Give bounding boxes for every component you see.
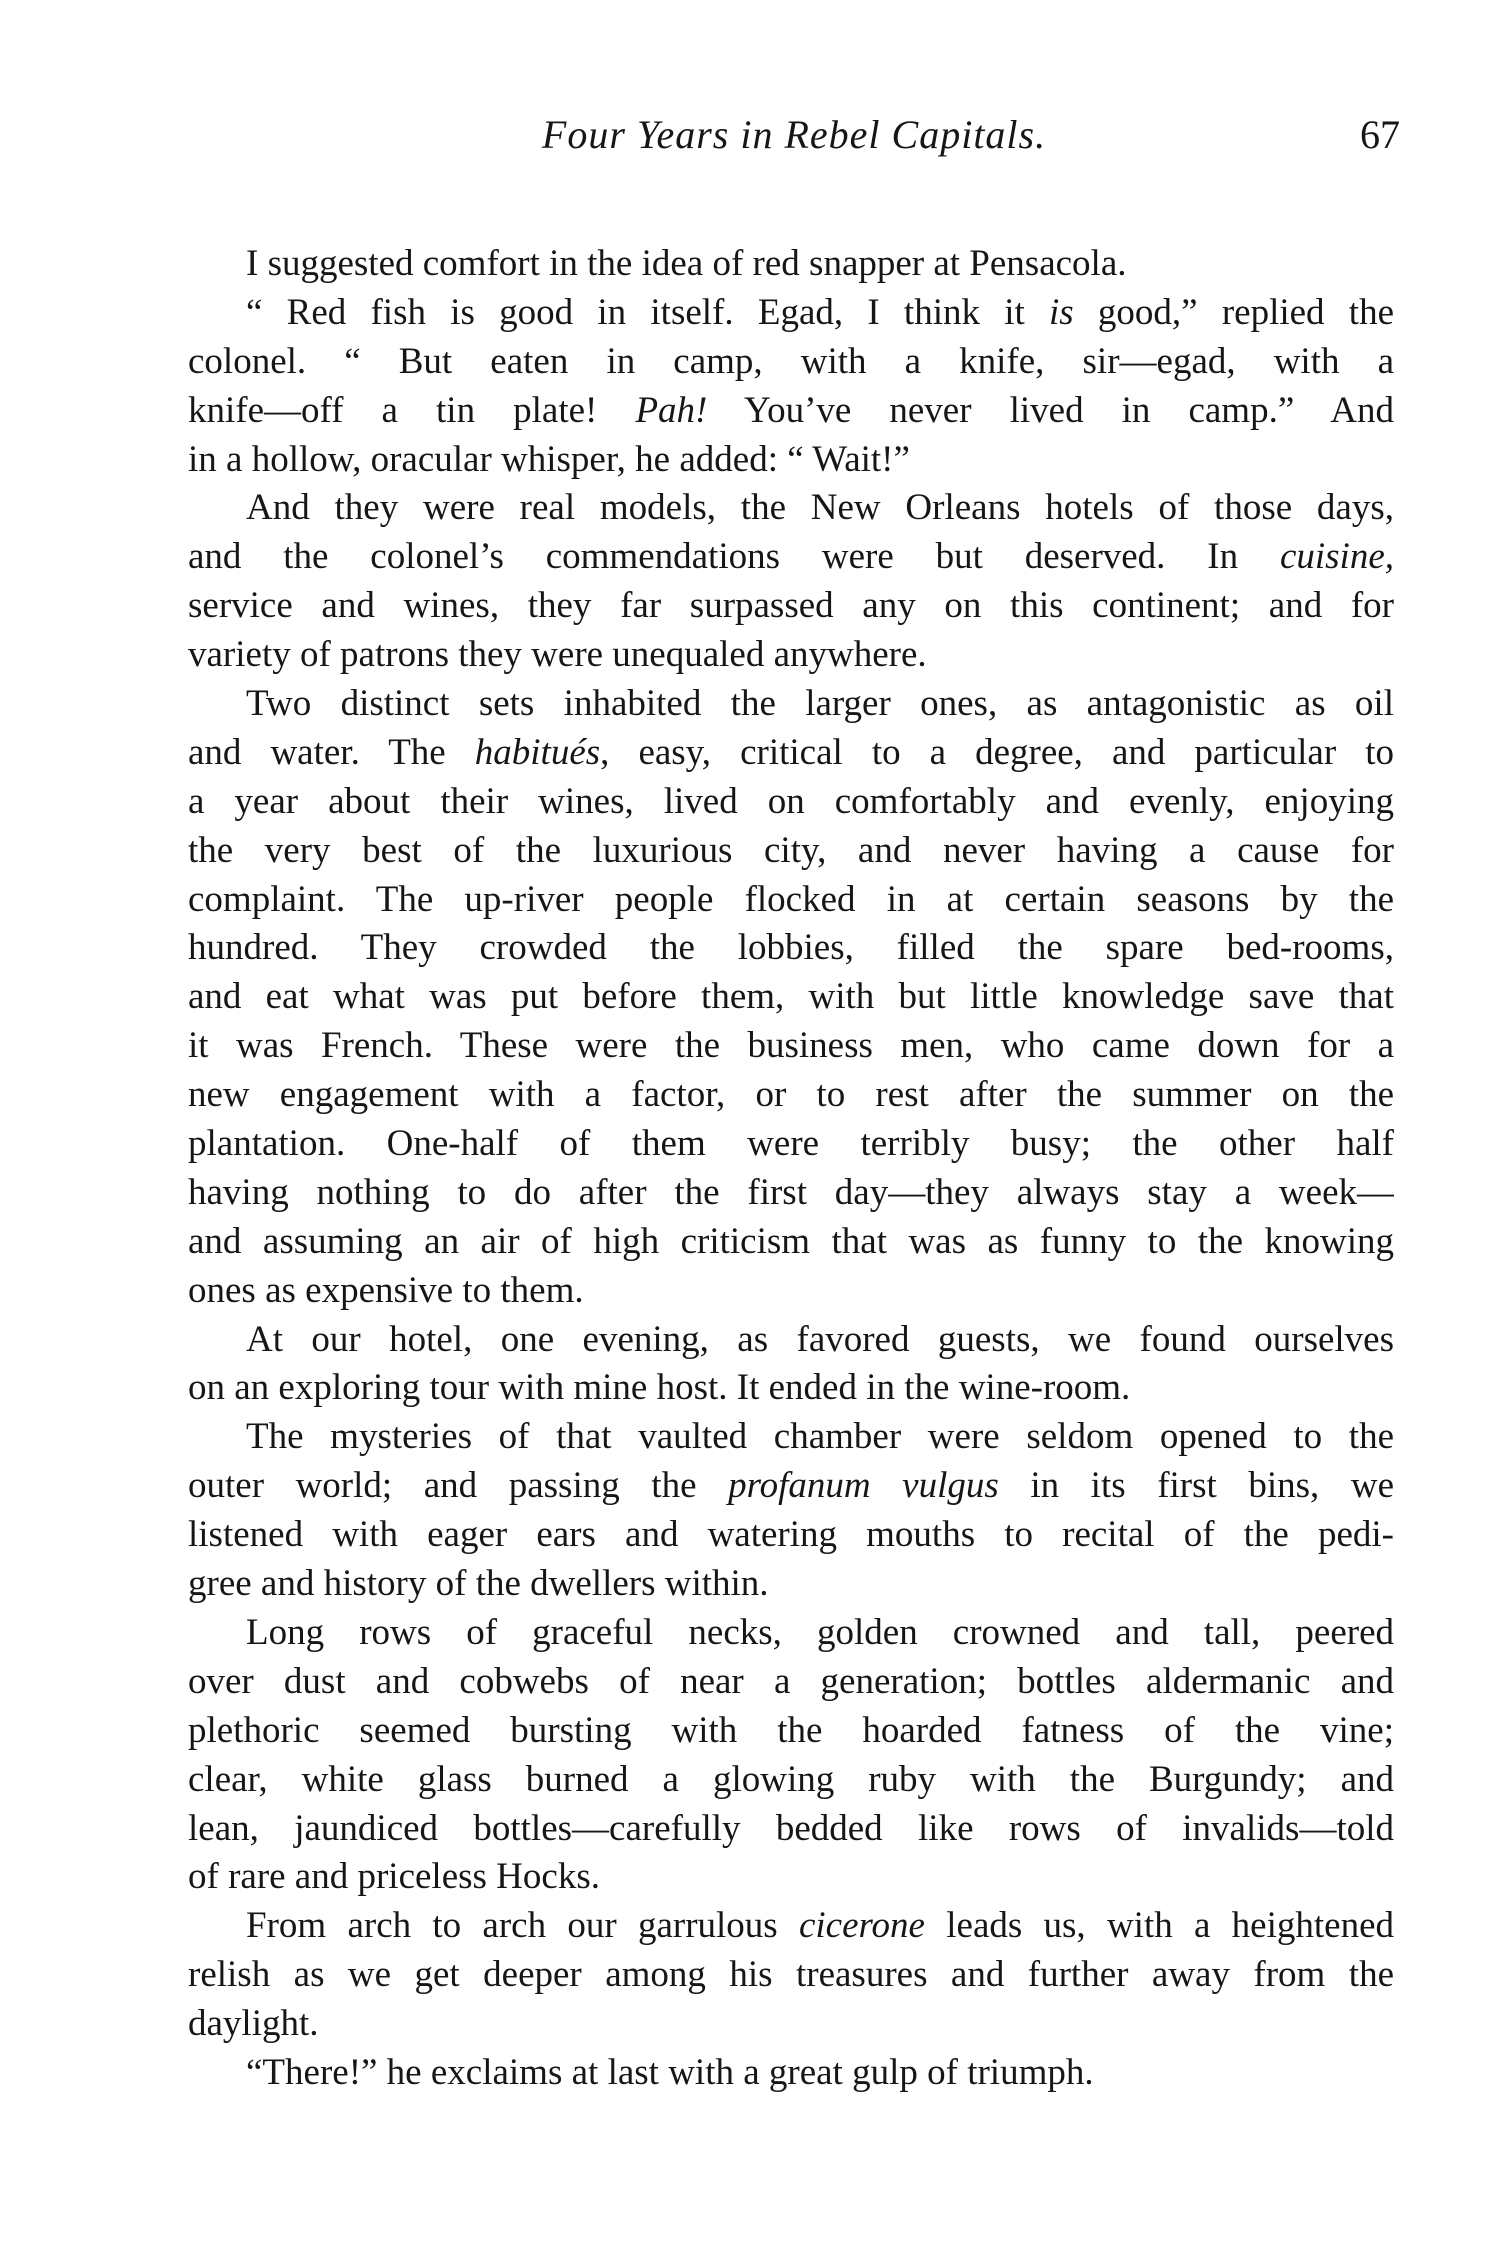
text-line	[188, 1805, 1394, 1854]
text-segment: relish as we get deeper among his treasures and further away from the	[188, 1954, 1394, 1996]
running-header	[188, 108, 1400, 162]
text-line	[188, 1756, 1394, 1805]
text-line	[188, 533, 1394, 582]
text-line	[188, 1853, 1394, 1902]
text-line	[188, 1413, 1394, 1462]
page-number: 67	[1360, 112, 1400, 157]
text-line	[188, 582, 1394, 631]
text-segment: ones as expensive to them.	[188, 1269, 584, 1311]
text-line	[188, 973, 1394, 1022]
text-line	[188, 484, 1394, 533]
text-segment: complaint. The up-river people flocked in at certain seasons by the	[188, 878, 1394, 920]
text-segment: the very best of the luxurious city, and never having a cause for	[188, 829, 1394, 871]
text-segment: and eat what was put before them, with but little knowledge save that	[188, 976, 1394, 1018]
text-line	[188, 1316, 1394, 1365]
text-segment: variety of patrons they were unequaled anywhere.	[188, 634, 927, 676]
text-line	[188, 436, 1394, 485]
text-line	[188, 1902, 1394, 1951]
text-segment: outer world; and passing the	[188, 1465, 729, 1507]
italic-text: cuisine,	[1279, 536, 1394, 578]
text-segment: From arch to arch our garrulous	[246, 1905, 799, 1947]
text-line	[188, 1169, 1394, 1218]
text-line	[188, 827, 1394, 876]
text-line	[188, 338, 1394, 387]
text-segment: and the colonel’s commendations were but deserved. In	[188, 536, 1280, 578]
text-segment: “There!” he exclaims at last with a great gulp of triumph.	[246, 2051, 1094, 2093]
text-segment: lean, jaundiced bottles—carefully bedded like rows of invalids—told	[188, 1807, 1394, 1849]
text-segment: Two distinct sets inhabited the larger ones, as antagonistic as oil	[246, 683, 1394, 725]
text-line	[188, 1609, 1394, 1658]
text-segment: You’ve never lived in camp.” And	[707, 389, 1394, 431]
italic-text: profanum vulgus	[728, 1465, 999, 1507]
paragraph	[188, 289, 1394, 485]
text-line	[188, 289, 1394, 338]
paragraph	[188, 1413, 1394, 1609]
text-line	[188, 924, 1394, 973]
text-line	[188, 1267, 1394, 1316]
text-segment: , easy, critical to a degree, and particular to	[600, 731, 1394, 773]
text-segment: hundred. They crowded the lobbies, filled the spare bed-rooms,	[188, 927, 1394, 969]
text-segment: clear, white glass burned a glowing ruby with the Burgundy; and	[188, 1758, 1394, 1800]
text-line	[188, 1071, 1394, 1120]
paragraph	[188, 680, 1394, 1316]
text-segment: I suggested comfort in the idea of red snapper at Pensacola.	[246, 243, 1127, 284]
text-segment: of rare and priceless Hocks.	[188, 1856, 600, 1898]
text-line	[188, 631, 1394, 680]
text-segment: Long rows of graceful necks, golden crowned and tall, peered	[246, 1611, 1394, 1653]
text-line	[188, 729, 1394, 778]
text-segment: “ Red fish is good in itself. Egad, I think it	[246, 291, 1049, 333]
text-line	[188, 680, 1394, 729]
paragraph	[188, 1316, 1394, 1414]
italic-text: cicerone	[798, 1905, 925, 1947]
text-segment: colonel. “ But eaten in camp, with a knife, sir—egad, with a	[188, 340, 1394, 382]
text-line	[188, 876, 1394, 925]
text-segment: and assuming an air of high criticism that was as funny to the knowing	[188, 1220, 1394, 1262]
text-segment: good,” replied the	[1073, 291, 1394, 333]
italic-text: habitués	[474, 731, 601, 773]
running-title: Four Years in Rebel Capitals.	[541, 112, 1047, 157]
text-line	[188, 1364, 1394, 1413]
text-line	[188, 1022, 1394, 1071]
text-line	[188, 1560, 1394, 1609]
italic-text: Pah!	[635, 389, 708, 431]
text-line	[188, 2000, 1394, 2049]
text-segment: plantation. One-half of them were terribly busy; the other half	[188, 1123, 1394, 1165]
text-line	[188, 2049, 1394, 2098]
text-line	[188, 1951, 1394, 2000]
text-segment: listened with eager ears and watering mouths to recital of the pedi-	[188, 1514, 1394, 1556]
text-segment: new engagement with a factor, or to rest after the summer on the	[188, 1074, 1394, 1116]
text-line	[188, 1120, 1394, 1169]
text-segment: leads us, with a heightened	[924, 1905, 1394, 1947]
text-segment: and water. The	[188, 731, 475, 773]
text-segment: service and wines, they far surpassed any on this continent; and for	[188, 585, 1394, 627]
paragraph	[188, 2049, 1394, 2098]
page-body-text	[188, 240, 1394, 2098]
text-segment: The mysteries of that vaulted chamber were seldom opened to the	[246, 1416, 1394, 1458]
text-segment: having nothing to do after the first day—they always stay a week—	[188, 1171, 1394, 1213]
text-segment: on an exploring tour with mine host. It ended in the wine-room.	[188, 1367, 1131, 1409]
text-segment: in its first bins, we	[998, 1465, 1394, 1507]
text-line	[188, 1462, 1394, 1511]
text-line	[188, 1511, 1394, 1560]
text-line	[188, 1707, 1394, 1756]
text-segment: over dust and cobwebs of near a generation; bottles aldermanic and	[188, 1660, 1394, 1702]
paragraph	[188, 1902, 1394, 2049]
text-line	[188, 240, 1394, 289]
text-line	[188, 778, 1394, 827]
italic-text: is	[1049, 291, 1074, 333]
text-line	[188, 1218, 1394, 1267]
text-segment: gree and history of the dwellers within.	[188, 1563, 769, 1605]
paragraph	[188, 484, 1394, 680]
text-segment: And they were real models, the New Orleans hotels of those days,	[246, 487, 1394, 529]
text-segment: it was French. These were the business men, who came down for a	[188, 1025, 1394, 1067]
text-segment: in a hollow, oracular whisper, he added: “ Wait!”	[188, 438, 910, 480]
paragraph	[188, 1609, 1394, 1902]
text-segment: knife—off a tin plate!	[188, 389, 636, 431]
text-segment: daylight.	[188, 2003, 319, 2045]
text-segment: plethoric seemed bursting with the hoarded fatness of the vine;	[188, 1709, 1394, 1751]
text-segment: a year about their wines, lived on comfortably and evenly, enjoying	[188, 780, 1394, 822]
paragraph	[188, 240, 1394, 289]
text-segment: At our hotel, one evening, as favored guests, we found ourselves	[246, 1318, 1394, 1360]
text-line	[188, 387, 1394, 436]
text-line	[188, 1658, 1394, 1707]
